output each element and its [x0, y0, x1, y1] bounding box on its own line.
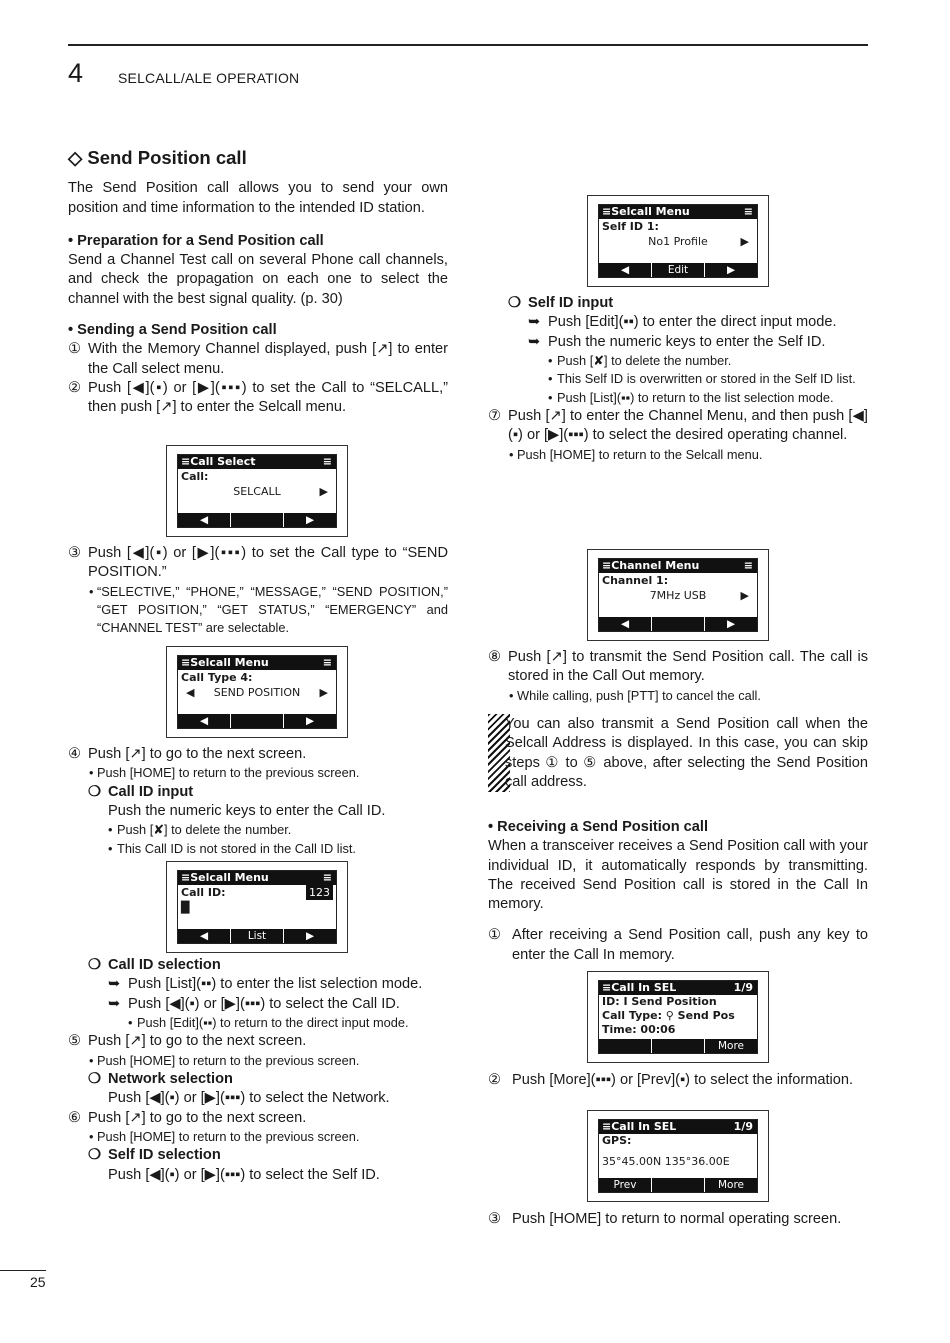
callid-note-2: • This Call ID is not stored in the Call ID list.: [68, 840, 448, 858]
step-2: ② Push [◀](▪) or [▶](▪▪▪) to set the Call to “SELCALL,” then push [↗] to enter the Selcall menu.: [68, 379, 448, 416]
right-arrow-icon: ▶: [283, 714, 336, 728]
left-arrow-icon: ◀: [620, 264, 630, 276]
screen-call-id: ≡Selcall Menu ≡ Call ID: 123 █ ◀ List ▶: [166, 861, 348, 953]
circle-icon: ❍: [508, 295, 522, 311]
callid-note-1: • Push [✘] to delete the number.: [68, 821, 448, 839]
right-arrow-icon: ▶: [704, 263, 757, 277]
receiving-text: When a transceiver receives a Send Position call with your individual ID, it automatically responds by transmitting. The received Send Position call is stored in the Call In memory.: [488, 838, 868, 913]
left-arrow-icon: ◀: [186, 686, 195, 699]
prep-heading: • Preparation for a Send Position call: [68, 232, 324, 249]
selfid-input-a1: ➥ Push [Edit](▪▪) to enter the direct input mode.: [488, 313, 868, 332]
selfid-input-heading: ❍ Self ID input: [488, 294, 868, 313]
more-softkey: More: [704, 1039, 757, 1053]
menu-icon: ≡: [743, 205, 753, 218]
step-8-note: • While calling, push [PTT] to cancel the call.: [488, 687, 868, 705]
step-3: ③ Push [◀](▪) or [▶](▪▪▪) to set the Call type to “SEND POSITION.”: [68, 545, 448, 581]
left-column-4: [68, 956, 448, 1185]
right-column: [488, 294, 868, 464]
step-3-note: • “SELECTIVE,” “PHONE,” “MESSAGE,” “SEND POSITION,” “GET POSITION,” “GET STATUS,” “EMERGENCY” and “CHANNEL TEST” are selectable.: [68, 583, 448, 638]
header-rule: [68, 44, 868, 46]
callid-sel-a2: ➥ Push [◀](▪) or [▶](▪▪▪) to select the Call ID.: [68, 995, 448, 1014]
step-4: ④ Push [↗] to go to the next screen.: [68, 746, 307, 762]
step-6: ⑥ Push [↗] to go to the next screen.: [68, 1109, 307, 1126]
left-arrow-icon: ◀: [199, 715, 209, 727]
left-arrow-icon: ◀: [199, 930, 209, 942]
right-arrow-icon: ▶: [319, 686, 328, 699]
right-arrow-icon: ▶: [319, 485, 328, 498]
step-5-note: • Push [HOME] to return to the previous screen.: [68, 1052, 448, 1070]
circle-icon: ❍: [88, 1147, 102, 1164]
selfid-sel-heading: ❍ Self ID selection: [68, 1146, 448, 1165]
callid-sel-note: • Push [Edit](▪▪) to return to the direct input mode.: [68, 1014, 448, 1032]
menu-icon: ≡: [322, 656, 332, 669]
section-title: ◇ Send Position call: [68, 147, 247, 168]
screen-self-id: ≡Selcall Menu ≡ Self ID 1: No1 Profile ▶ ◀ Edit ▶: [587, 195, 769, 287]
chapter-number: 4: [68, 58, 84, 88]
recv-step-3: ③ Push [HOME] to return to normal operating screen.: [488, 1211, 842, 1227]
memo-text: You can also transmit a Send Position call when the Selcall Address is displayed. In this case, you can skip steps ① to ⑤ above, after selecting the Send Position call address.: [505, 716, 868, 790]
circle-icon: ❍: [88, 1071, 102, 1087]
left-arrow-icon: ◀: [199, 514, 209, 526]
selfid-note-1: • Push [✘] to delete the number.: [488, 352, 868, 370]
screen-call-in-1: ≡Call In SEL 1/9 ID: I Send Position Call Type: ⚲ Send Pos Time: 00:06 More: [587, 971, 769, 1063]
intro-text: The Send Position call allows you to send your own position and time information to the intended ID station.: [68, 180, 448, 216]
diamond-icon: ◇: [68, 147, 83, 168]
callid-input-heading: ❍ Call ID input: [68, 783, 448, 802]
more-softkey: More: [704, 1178, 757, 1192]
right-column-3: [488, 818, 868, 965]
left-column-2: [68, 544, 448, 638]
prev-softkey: Prev: [613, 1179, 637, 1191]
step-7: ⑦ Push [↗] to enter the Channel Menu, and then push [◀](▪) or [▶](▪▪▪) to select the desired operating channel.: [488, 408, 868, 444]
selfid-note-3: • Push [List](▪▪) to return to the list selection mode.: [488, 389, 868, 407]
arrow-icon: ➥: [528, 314, 541, 331]
menu-icon: ≡: [743, 559, 753, 572]
step-5: ⑤ Push [↗] to go to the next screen.: [68, 1033, 307, 1050]
right-arrow-icon: ▶: [740, 589, 749, 602]
selfid-note-2: • This Self ID is overwritten or stored in the Self ID list.: [488, 370, 868, 388]
left-arrow-icon: ◀: [620, 618, 630, 630]
right-arrow-icon: ▶: [740, 235, 749, 248]
circle-icon: ❍: [88, 957, 102, 973]
step-4-note: • Push [HOME] to return to the previous screen.: [68, 764, 448, 782]
network-heading: ❍ Network selection: [68, 1070, 448, 1089]
recv-step-2: ② Push [More](▪▪▪) or [Prev](▪) to select the information.: [488, 1072, 854, 1088]
arrow-icon: ➥: [108, 976, 121, 993]
selfid-sel-text: Push [◀](▪) or [▶](▪▪▪) to select the Self ID.: [108, 1166, 380, 1183]
circle-icon: ❍: [88, 783, 102, 800]
footer-rule: [0, 1270, 46, 1271]
right-arrow-icon: ▶: [283, 513, 336, 527]
chapter-title: SELCALL/ALE OPERATION: [118, 70, 300, 86]
sending-heading: • Sending a Send Position call: [68, 322, 277, 339]
left-column-3: [68, 745, 448, 858]
recv-step-1: ① After receiving a Send Position call, push any key to enter the Call In memory.: [488, 927, 868, 963]
menu-icon: ≡: [322, 455, 332, 468]
screen-call-type: ≡Selcall Menu ≡ Call Type 4: ◀ SEND POSITION ▶ ◀ ▶: [166, 646, 348, 738]
right-arrow-icon: ▶: [283, 929, 336, 943]
prep-text: Send a Channel Test call on several Phone call channels, and check the propagation on each one to select the channel with the best signal quality. (p. 30): [68, 252, 448, 307]
callid-input-text: Push the numeric keys to enter the Call ID.: [108, 803, 386, 819]
callid-sel-a1: ➥ Push [List](▪▪) to enter the list selection mode.: [68, 975, 448, 994]
right-column-4: [488, 1071, 868, 1090]
selfid-input-a2: ➥ Push the numeric keys to enter the Self ID.: [488, 333, 868, 352]
screen-call-in-2: ≡Call In SEL 1/9 GPS: 35°45.00N 135°36.00E Prev More: [587, 1110, 769, 1202]
network-text: Push [◀](▪) or [▶](▪▪▪) to select the Network.: [108, 1090, 390, 1107]
callid-sel-heading: ❍ Call ID selection: [68, 956, 448, 975]
screen-call-select: ≡Call Select ≡ Call: SELCALL ▶ ◀ ▶: [166, 445, 348, 537]
text-cursor: █: [181, 901, 190, 914]
arrow-icon: ➥: [528, 333, 541, 350]
menu-icon: ≡: [322, 871, 332, 884]
arrow-icon: ➥: [108, 995, 121, 1012]
right-arrow-icon: ▶: [704, 617, 757, 631]
right-column-2: [488, 648, 868, 705]
step-8: ⑧ Push [↗] to transmit the Send Position call. The call is stored in the Call Out memory.: [488, 649, 868, 685]
step-6-note: • Push [HOME] to return to the previous screen.: [68, 1128, 448, 1146]
page-number: 25: [30, 1274, 46, 1290]
screen-channel: ≡Channel Menu ≡ Channel 1: 7MHz USB ▶ ◀ ▶: [587, 549, 769, 641]
left-column: [68, 148, 448, 418]
step-1: ① With the Memory Channel displayed, push [↗] to enter the Call select menu.: [68, 341, 448, 377]
step-7-note: • Push [HOME] to return to the Selcall menu.: [488, 446, 868, 464]
right-column-5: [488, 1210, 868, 1229]
receiving-heading: • Receiving a Send Position call: [488, 819, 709, 835]
